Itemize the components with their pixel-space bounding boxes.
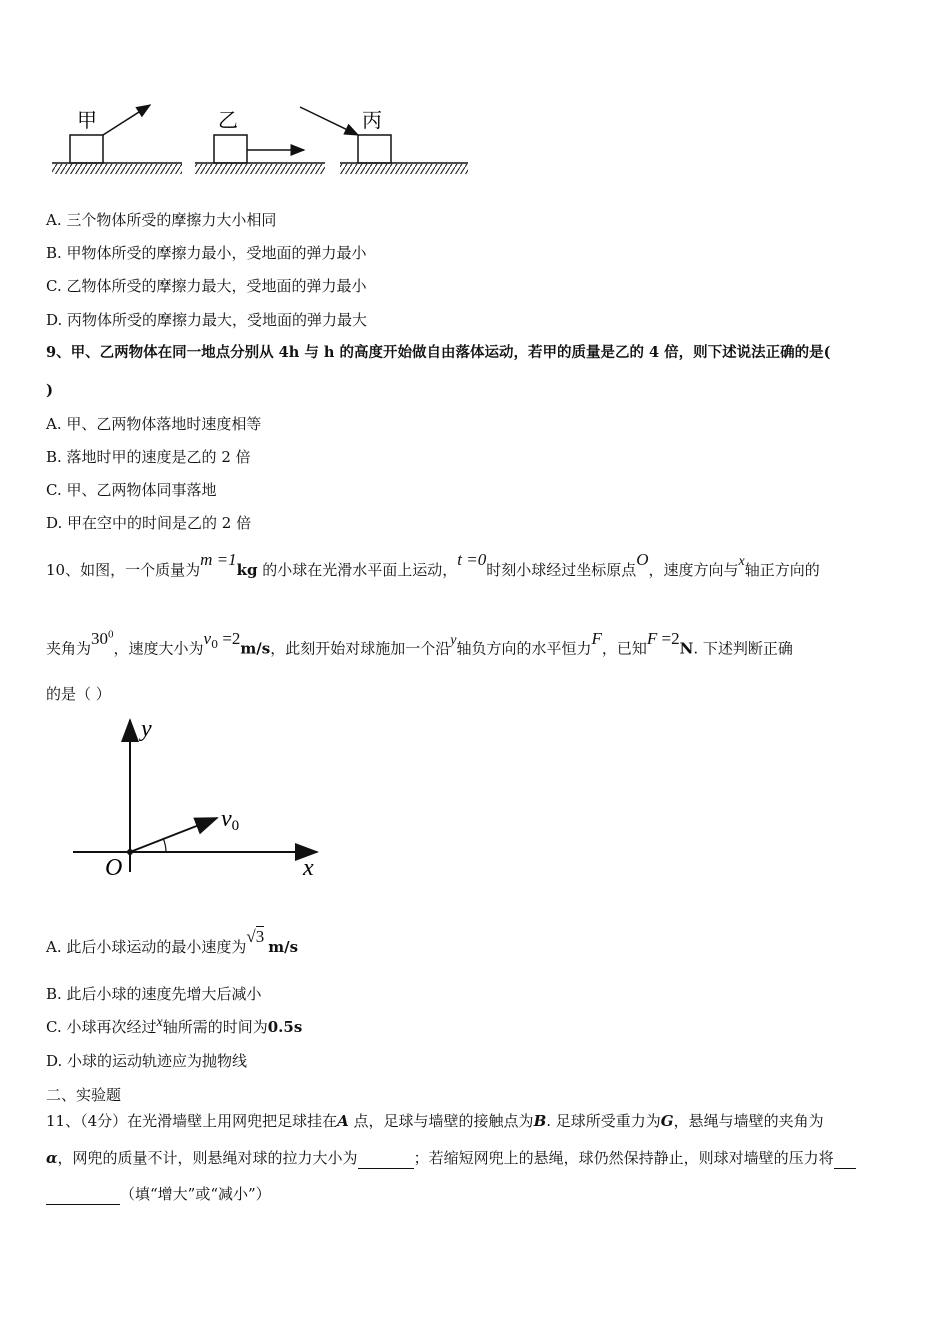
- q11-line2: α，网兜的质量不计，则悬绳对球的拉力大小为 ；若缩短网兜上的悬绳，球仍然保持静止，则球对墙壁的压力将: [46, 1148, 856, 1169]
- q10-text: ，已知: [601, 639, 647, 658]
- q10-text: 10、如图，一个质量为: [46, 561, 201, 579]
- q10-option-a: A. 此后小球运动的最小速度为√3m/s: [46, 927, 299, 956]
- q8-option-b: B. 甲物体所受的摩擦力最小，受地面的弹力最小: [46, 244, 367, 262]
- q10-kg: kg: [236, 561, 258, 579]
- q10-text: 轴正方向的: [744, 561, 820, 579]
- q10-speed-expr: $v_0 =2$: [203, 628, 241, 651]
- q10-text: ，速度方向与: [648, 561, 739, 579]
- answer-blank-2-start[interactable]: [834, 1148, 856, 1169]
- q10-text: . 下述判断正确: [693, 639, 793, 658]
- q10-speed-unit: m/s: [240, 639, 271, 658]
- q10-text: 夹角为: [46, 639, 92, 658]
- q9-option-b: B. 落地时甲的速度是乙的 2 倍: [46, 448, 251, 466]
- q9-stem-line1: 9、甲、乙两物体在同一地点分别从 4h 与 h 的高度开始做自由落体运动，若甲的质量是乙的 4 倍，则下述说法正确的是(: [46, 344, 831, 361]
- label-jia: 甲: [77, 110, 97, 132]
- q9-option-d: D. 甲在空中的时间是乙的 2 倍: [46, 514, 252, 532]
- answer-blank-2[interactable]: [46, 1184, 120, 1205]
- q10-text: 时刻小球经过坐标原点: [486, 561, 637, 579]
- answer-blank-1[interactable]: [358, 1148, 414, 1169]
- q10-text: ，速度大小为: [113, 639, 204, 658]
- q9-stem-line2: ): [46, 381, 54, 399]
- q10-text: 轴负方向的水平恒力: [456, 639, 592, 658]
- y-axis-label: y: [141, 716, 152, 742]
- label-bing: 丙: [362, 110, 382, 132]
- ground-2: [195, 163, 325, 174]
- blocks-figure: [40, 95, 480, 185]
- q10-option-d: D. 小球的运动轨迹应为抛物线: [46, 1052, 248, 1070]
- angle-arc: [163, 838, 166, 852]
- q10-option-b: B. 此后小球的速度先增大后减小: [46, 985, 262, 1003]
- q10-stem-line3: 的是（ ）: [46, 685, 111, 703]
- q10-force-unit: N: [679, 639, 694, 658]
- origin-label: O: [105, 855, 123, 881]
- force-arrow-jia: [103, 105, 150, 135]
- q9-option-c: C. 甲、乙两物体同事落地: [46, 481, 217, 499]
- block-yi: [214, 135, 247, 163]
- ground-1: [52, 163, 182, 174]
- q8-option-a: A. 三个物体所受的摩擦力大小相同: [46, 211, 277, 229]
- section-title: 二、实验题: [46, 1086, 122, 1104]
- force-arrow-bing: [300, 107, 358, 135]
- q10-force-symbol: F: [591, 628, 602, 648]
- q8-option-c: C. 乙物体所受的摩擦力最大，受地面的弹力最小: [46, 277, 367, 295]
- x-axis-label: x: [303, 855, 314, 881]
- q10-x-symbol: x: [738, 554, 745, 569]
- q11-line1: 11、（4分）在光滑墙壁上用网兜把足球挂在A 点，足球与墙壁的接触点为B. 足球所受重力为G，悬绳与墙壁的夹角为: [46, 1112, 824, 1130]
- q10-force-expr: F =2: [646, 628, 680, 648]
- q8-option-d: D. 丙物体所受的摩擦力最大，受地面的弹力最大: [46, 311, 368, 329]
- q10-text: 的小球在光滑水平面上运动，: [257, 561, 458, 579]
- velocity-vector: [130, 818, 217, 852]
- ground-3: [340, 163, 468, 174]
- q11-line3: （填“增大”或“减小”）: [46, 1184, 271, 1205]
- q10-text: ，此刻开始对球施加一个沿: [270, 639, 451, 658]
- q10-stem-line2: [46, 628, 793, 665]
- velocity-label: v0: [221, 806, 240, 834]
- q10-y-symbol: y: [450, 632, 457, 648]
- block-bing: [358, 135, 391, 163]
- q10-origin-symbol: O: [636, 550, 649, 569]
- block-jia: [70, 135, 103, 163]
- q10-time-expr: t =0: [457, 550, 487, 569]
- label-yi: 乙: [218, 110, 238, 132]
- velocity-axes-figure: [65, 712, 335, 887]
- origin-point: [127, 849, 133, 855]
- q10-mass-expr: m =1: [200, 550, 237, 569]
- q9-option-a: A. 甲、乙两物体落地时速度相等: [46, 415, 262, 433]
- sqrt-expression: √3: [246, 927, 265, 946]
- q10-stem-line1: [46, 550, 820, 582]
- q10-option-c: C. 小球再次经过x轴所需的时间为0.5s: [46, 1015, 303, 1036]
- q10-angle: $30^0$: [91, 628, 114, 648]
